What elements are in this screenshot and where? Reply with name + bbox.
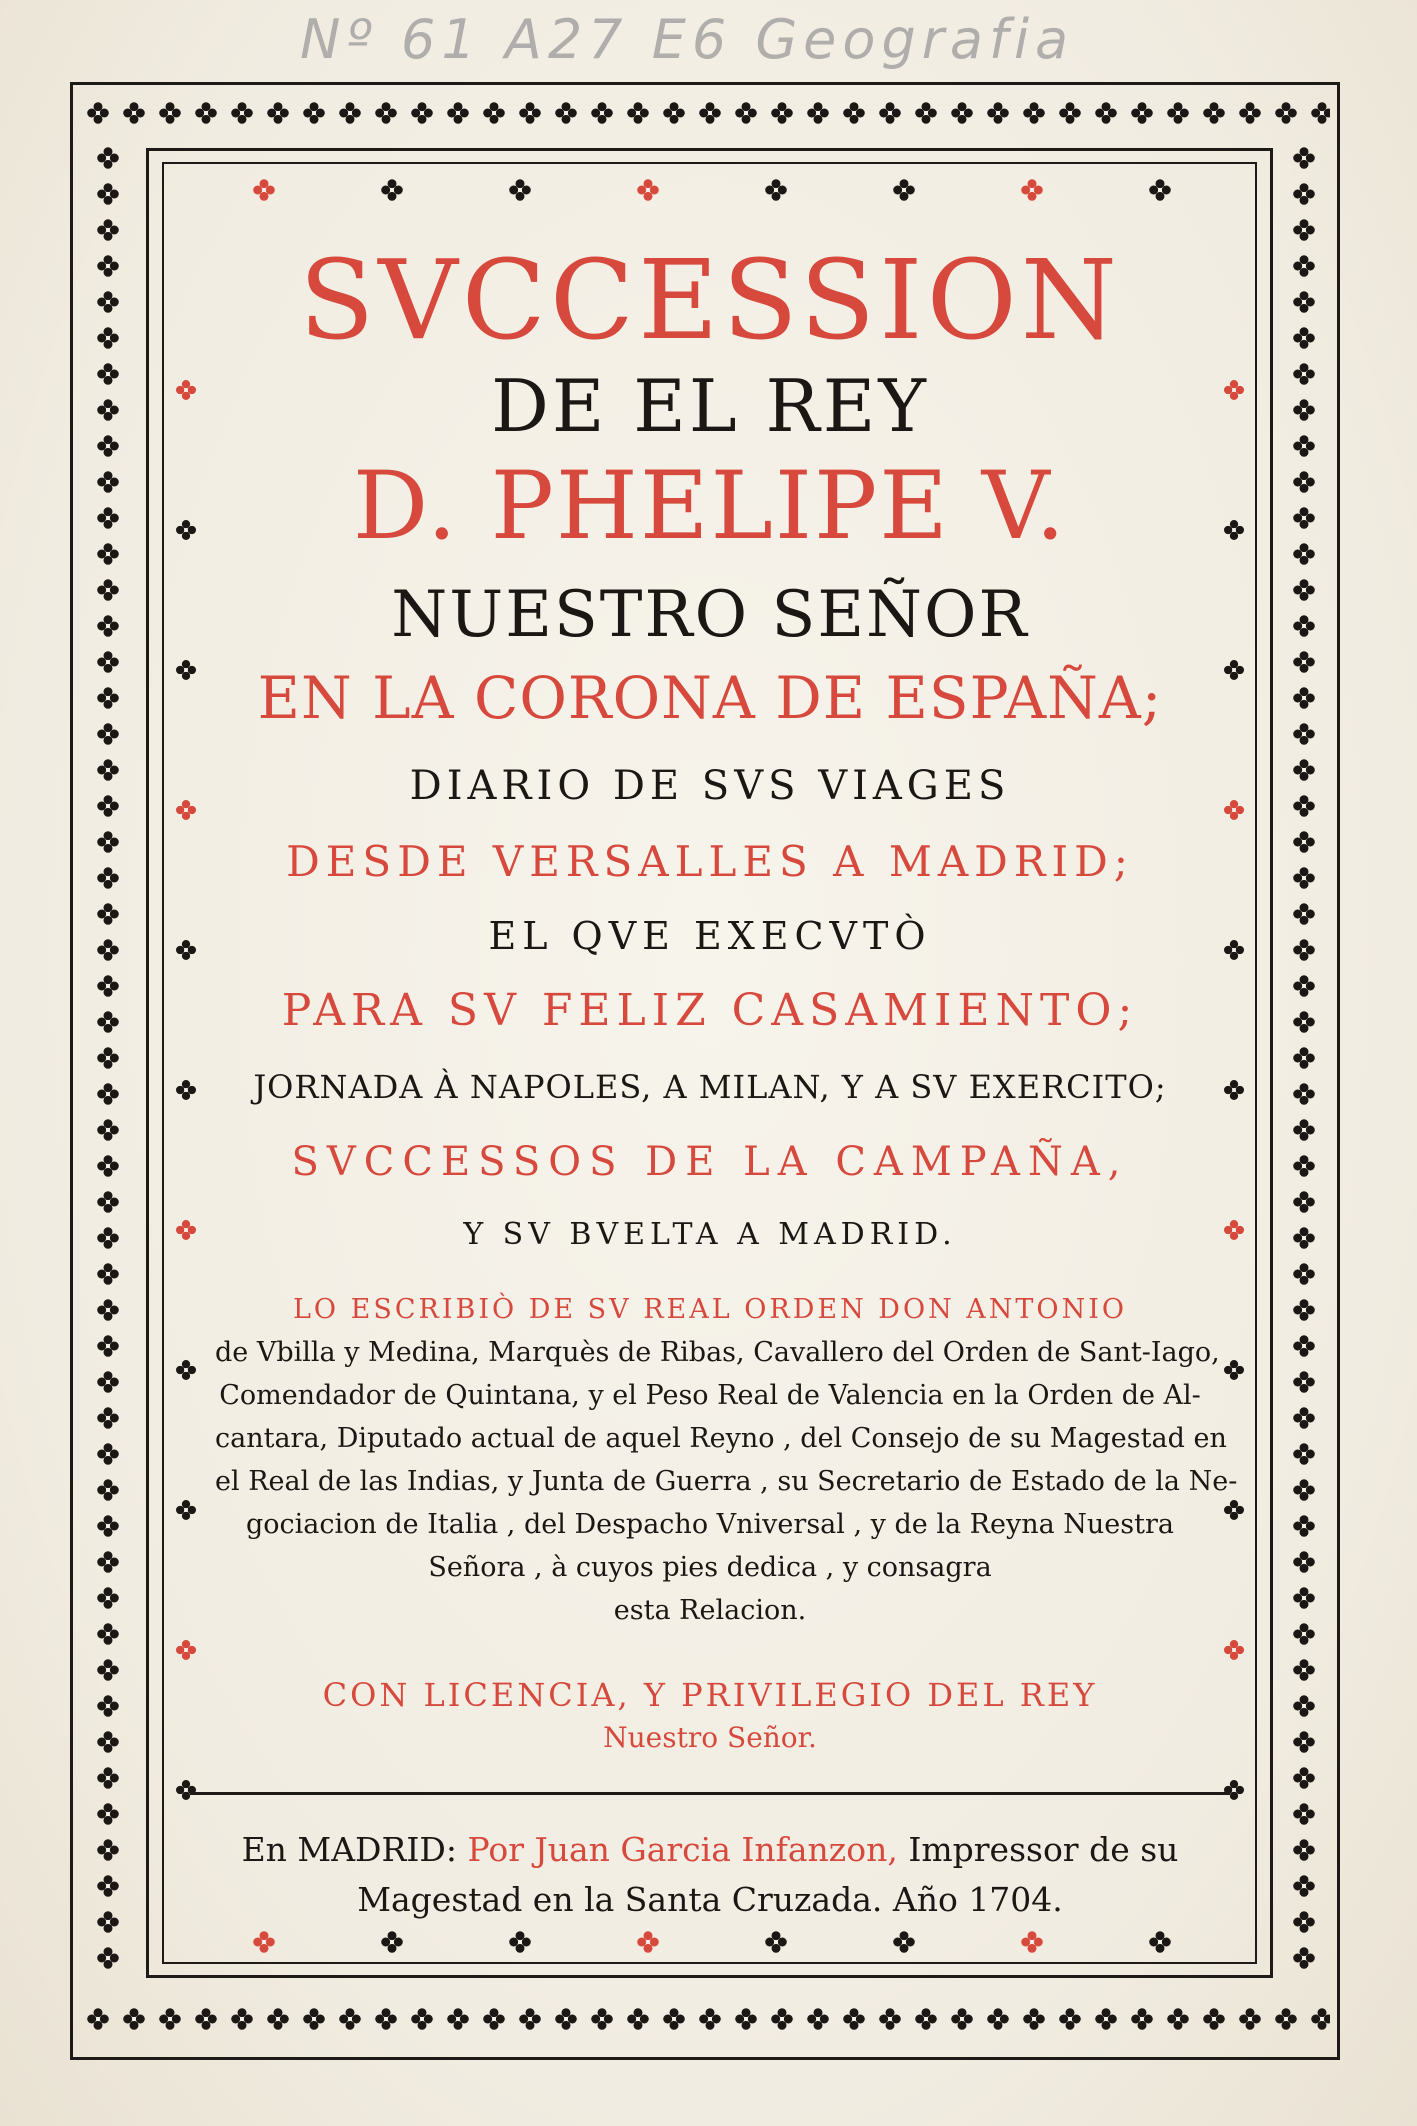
fleuron-ornament <box>97 1083 119 1105</box>
fleuron-ornament <box>1293 1587 1315 1609</box>
fleuron-ornament <box>97 939 119 961</box>
imprint-date-line: Magestad en la Santa Cruzada. Año 1704. <box>357 1880 1063 1919</box>
fleuron-ornament <box>1095 102 1117 124</box>
author-lead: LO ESCRIBIÒ DE SV REAL ORDEN DON ANTONIO <box>292 1294 1127 1325</box>
fleuron-ornament <box>637 1931 659 1953</box>
fleuron-ornament <box>97 867 119 889</box>
fleuron-ornament <box>97 183 119 205</box>
fleuron-ornament <box>123 102 145 124</box>
fleuron-ornament <box>1293 1659 1315 1681</box>
fleuron-ornament <box>1293 435 1315 457</box>
author-text-line: de Vbilla y Medina, Marquès de Ribas, Cavallero del Orden de Sant-Iago, <box>215 1337 1220 1368</box>
fleuron-ornament <box>1149 179 1171 201</box>
fleuron-ornament <box>951 102 973 124</box>
fleuron-ornament <box>267 102 289 124</box>
fleuron-ornament <box>843 102 865 124</box>
fleuron-ornament <box>411 2008 433 2030</box>
fleuron-ornament <box>381 1931 403 1953</box>
fleuron-ornament <box>97 687 119 709</box>
fleuron-ornament <box>97 831 119 853</box>
fleuron-ornament <box>97 1767 119 1789</box>
fleuron-ornament <box>1203 2008 1225 2030</box>
fleuron-ornament <box>97 1947 119 1969</box>
fleuron-ornament <box>1239 102 1261 124</box>
fleuron-ornament <box>1293 1767 1315 1789</box>
author-text-line: cantara, Diputado actual de aquel Reyno , del Consejo de su Magestad en <box>215 1423 1227 1454</box>
title-page-content <box>190 210 1238 1925</box>
fleuron-ornament <box>1293 1695 1315 1717</box>
fleuron-ornament <box>555 102 577 124</box>
fleuron-ornament <box>253 179 275 201</box>
fleuron-ornament <box>663 102 685 124</box>
fleuron-ornament <box>509 1931 531 1953</box>
ornament-band-bottom <box>80 1994 1330 2044</box>
fleuron-ornament <box>1293 1047 1315 1069</box>
handwritten-note: Nº 61 A27 E6 Geografia <box>300 8 1075 71</box>
fleuron-ornament <box>97 1731 119 1753</box>
fleuron-ornament <box>1203 102 1225 124</box>
fleuron-ornament <box>1293 939 1315 961</box>
fleuron-ornament <box>1293 1371 1315 1393</box>
fleuron-ornament <box>97 975 119 997</box>
fleuron-ornament <box>987 102 1009 124</box>
fleuron-ornament <box>1059 2008 1081 2030</box>
fleuron-ornament <box>1275 2008 1297 2030</box>
fleuron-ornament <box>195 102 217 124</box>
fleuron-ornament <box>1293 687 1315 709</box>
fleuron-ornament <box>663 2008 685 2030</box>
fleuron-ornament <box>915 102 937 124</box>
fleuron-ornament <box>97 1407 119 1429</box>
fleuron-ornament <box>893 1931 915 1953</box>
fleuron-ornament <box>807 2008 829 2030</box>
fleuron-ornament <box>735 2008 757 2030</box>
license-line: CON LICENCIA, Y PRIVILEGIO DEL REY <box>322 1676 1098 1714</box>
fleuron-ornament <box>1293 1731 1315 1753</box>
imprint-role: Impressor de su <box>908 1830 1179 1869</box>
fleuron-ornament <box>97 291 119 313</box>
fleuron-ornament <box>765 1931 787 1953</box>
fleuron-ornament <box>159 102 181 124</box>
fleuron-ornament <box>1059 102 1081 124</box>
fleuron-ornament <box>1275 102 1297 124</box>
fleuron-ornament <box>97 327 119 349</box>
fleuron-ornament <box>339 102 361 124</box>
fleuron-ornament <box>253 1931 275 1953</box>
fleuron-ornament <box>1293 183 1315 205</box>
author-text-line: el Real de las Indias, y Junta de Guerra , su Secretario de Estado de la Ne- <box>215 1466 1238 1497</box>
fleuron-ornament <box>97 1119 119 1141</box>
fleuron-ornament <box>97 1191 119 1213</box>
fleuron-ornament <box>123 2008 145 2030</box>
fleuron-ornament <box>591 102 613 124</box>
fleuron-ornament <box>1311 2008 1330 2030</box>
fleuron-ornament <box>1293 363 1315 385</box>
fleuron-ornament <box>97 651 119 673</box>
fleuron-ornament <box>1293 1947 1315 1969</box>
fleuron-ornament <box>771 102 793 124</box>
fleuron-ornament <box>1167 102 1189 124</box>
title-line-casamiento: PARA SV FELIZ CASAMIENTO; <box>281 985 1139 1036</box>
fleuron-ornament <box>483 102 505 124</box>
fleuron-ornament <box>1293 1443 1315 1465</box>
fleuron-ornament <box>735 102 757 124</box>
fleuron-ornament <box>411 102 433 124</box>
fleuron-ornament <box>231 102 253 124</box>
ornament-row-inner-top <box>200 170 1220 210</box>
fleuron-ornament <box>1293 723 1315 745</box>
fleuron-ornament <box>843 2008 865 2030</box>
fleuron-ornament <box>1293 507 1315 529</box>
fleuron-ornament <box>97 507 119 529</box>
fleuron-ornament <box>97 1551 119 1573</box>
fleuron-ornament <box>97 1155 119 1177</box>
fleuron-ornament <box>87 102 109 124</box>
fleuron-ornament <box>591 2008 613 2030</box>
fleuron-ornament <box>1293 1119 1315 1141</box>
fleuron-ornament <box>97 1659 119 1681</box>
fleuron-ornament <box>1293 291 1315 313</box>
imprint-printer: Por Juan Garcia Infanzon, <box>467 1830 898 1869</box>
fleuron-ornament <box>1095 2008 1117 2030</box>
title-line-nuestro-senor: NUESTRO SEÑOR <box>391 578 1029 652</box>
fleuron-ornament <box>267 2008 289 2030</box>
ornament-row-inner-bottom <box>200 1922 1220 1962</box>
fleuron-ornament <box>1293 1335 1315 1357</box>
author-text-line: Señora , à cuyos pies dedica , y consagra <box>428 1552 992 1583</box>
fleuron-ornament <box>97 1911 119 1933</box>
fleuron-ornament <box>97 1515 119 1537</box>
fleuron-ornament <box>1293 1875 1315 1897</box>
fleuron-ornament <box>97 1587 119 1609</box>
fleuron-ornament <box>637 179 659 201</box>
fleuron-ornament <box>97 1695 119 1717</box>
fleuron-ornament <box>97 399 119 421</box>
fleuron-ornament <box>699 2008 721 2030</box>
fleuron-ornament <box>97 219 119 241</box>
fleuron-ornament <box>97 615 119 637</box>
author-text-line: Comendador de Quintana, y el Peso Real de Valencia en la Orden de Al- <box>219 1380 1201 1411</box>
fleuron-ornament <box>1293 1083 1315 1105</box>
fleuron-ornament <box>807 102 829 124</box>
fleuron-ornament <box>97 1443 119 1465</box>
fleuron-ornament <box>1311 102 1330 124</box>
fleuron-ornament <box>231 2008 253 2030</box>
fleuron-ornament <box>1293 651 1315 673</box>
fleuron-ornament <box>951 2008 973 2030</box>
fleuron-ornament <box>1293 831 1315 853</box>
fleuron-ornament <box>97 1623 119 1645</box>
fleuron-ornament <box>447 2008 469 2030</box>
fleuron-ornament <box>339 2008 361 2030</box>
fleuron-ornament <box>375 102 397 124</box>
fleuron-ornament <box>447 102 469 124</box>
fleuron-ornament <box>1293 795 1315 817</box>
fleuron-ornament <box>303 2008 325 2030</box>
title-line-successos: SVCCESSOS DE LA CAMPAÑA, <box>291 1139 1129 1185</box>
fleuron-ornament <box>627 102 649 124</box>
fleuron-ornament <box>97 1479 119 1501</box>
fleuron-ornament <box>1293 1263 1315 1285</box>
fleuron-ornament <box>915 2008 937 2030</box>
fleuron-ornament <box>1023 2008 1045 2030</box>
fleuron-ornament <box>1293 471 1315 493</box>
fleuron-ornament <box>1293 1551 1315 1573</box>
fleuron-ornament <box>303 102 325 124</box>
imprint <box>190 1825 1230 1925</box>
fleuron-ornament <box>97 1839 119 1861</box>
title-line-phelipe: D. PHELIPE V. <box>352 452 1068 561</box>
fleuron-ornament <box>1131 2008 1153 2030</box>
fleuron-ornament <box>1293 147 1315 169</box>
fleuron-ornament <box>627 2008 649 2030</box>
license-subline: Nuestro Señor. <box>603 1721 817 1754</box>
fleuron-ornament <box>1149 1931 1171 1953</box>
fleuron-ornament <box>1293 579 1315 601</box>
fleuron-ornament <box>1293 759 1315 781</box>
fleuron-ornament <box>97 1227 119 1249</box>
fleuron-ornament <box>195 2008 217 2030</box>
fleuron-ornament <box>97 147 119 169</box>
fleuron-ornament <box>1021 1931 1043 1953</box>
fleuron-ornament <box>1293 1191 1315 1213</box>
fleuron-ornament <box>519 102 541 124</box>
fleuron-ornament <box>1293 399 1315 421</box>
imprint-rule <box>190 1792 1230 1795</box>
author-text-line: esta Relacion. <box>613 1595 807 1626</box>
fleuron-ornament <box>97 1803 119 1825</box>
fleuron-ornament <box>97 255 119 277</box>
title-line-succession: SVCCESSION <box>298 236 1122 364</box>
fleuron-ornament <box>97 543 119 565</box>
fleuron-ornament <box>1293 615 1315 637</box>
fleuron-ornament <box>97 363 119 385</box>
fleuron-ornament <box>97 579 119 601</box>
title-line-corona: EN LA CORONA DE ESPAÑA; <box>257 664 1163 732</box>
fleuron-ornament <box>97 723 119 745</box>
fleuron-ornament <box>1131 102 1153 124</box>
fleuron-ornament <box>87 2008 109 2030</box>
fleuron-ornament <box>97 1335 119 1357</box>
fleuron-ornament <box>1293 867 1315 889</box>
fleuron-ornament <box>381 179 403 201</box>
fleuron-ornament <box>1167 2008 1189 2030</box>
fleuron-ornament <box>1293 1515 1315 1537</box>
title-line-diario: DIARIO DE SVS VIAGES <box>409 763 1011 809</box>
fleuron-ornament <box>1293 1227 1315 1249</box>
fleuron-ornament <box>97 435 119 457</box>
fleuron-ornament <box>97 471 119 493</box>
fleuron-ornament <box>987 2008 1009 2030</box>
author-paragraph <box>215 1288 1238 1632</box>
fleuron-ornament <box>97 903 119 925</box>
author-text-line: gociacion de Italia , del Despacho Vniversal , y de la Reyna Nuestra <box>246 1509 1174 1540</box>
fleuron-ornament <box>1293 255 1315 277</box>
fleuron-ornament <box>97 759 119 781</box>
title-line-buelta: Y SV BVELTA A MADRID. <box>463 1217 957 1252</box>
fleuron-ornament <box>483 2008 505 2030</box>
fleuron-ornament <box>555 2008 577 2030</box>
fleuron-ornament <box>1293 975 1315 997</box>
ornament-band-left <box>80 140 136 1990</box>
fleuron-ornament <box>1293 327 1315 349</box>
fleuron-ornament <box>1293 1407 1315 1429</box>
fleuron-ornament <box>879 102 901 124</box>
ornament-band-right <box>1276 140 1332 1990</box>
fleuron-ornament <box>1293 1299 1315 1321</box>
fleuron-ornament <box>97 1263 119 1285</box>
ornament-band-top <box>80 88 1330 138</box>
fleuron-ornament <box>1293 903 1315 925</box>
title-line-versalles: DESDE VERSALLES A MADRID; <box>286 837 1134 886</box>
fleuron-ornament <box>159 2008 181 2030</box>
fleuron-ornament <box>1023 102 1045 124</box>
fleuron-ornament <box>97 1299 119 1321</box>
fleuron-ornament <box>519 2008 541 2030</box>
fleuron-ornament <box>765 179 787 201</box>
fleuron-ornament <box>1293 219 1315 241</box>
fleuron-ornament <box>1293 1155 1315 1177</box>
fleuron-ornament <box>1293 1839 1315 1861</box>
imprint-place: En MADRID: <box>241 1830 457 1869</box>
fleuron-ornament <box>1293 1479 1315 1501</box>
fleuron-ornament <box>1293 1911 1315 1933</box>
fleuron-ornament <box>879 2008 901 2030</box>
fleuron-ornament <box>97 1875 119 1897</box>
fleuron-ornament <box>771 2008 793 2030</box>
fleuron-ornament <box>1293 1011 1315 1033</box>
fleuron-ornament <box>97 1011 119 1033</box>
fleuron-ornament <box>1293 1803 1315 1825</box>
fleuron-ornament <box>97 1047 119 1069</box>
fleuron-ornament <box>699 102 721 124</box>
fleuron-ornament <box>97 795 119 817</box>
title-line-executo: EL QVE EXECVTÒ <box>488 914 932 958</box>
fleuron-ornament <box>1293 543 1315 565</box>
fleuron-ornament <box>1021 179 1043 201</box>
title-line-jornada: JORNADA À NAPOLES, A MILAN, Y A SV EXERCITO; <box>253 1068 1167 1106</box>
fleuron-ornament <box>893 179 915 201</box>
fleuron-ornament <box>509 179 531 201</box>
fleuron-ornament <box>1239 2008 1261 2030</box>
title-line-de-el-rey: DE EL REY <box>491 364 929 448</box>
fleuron-ornament <box>1293 1623 1315 1645</box>
fleuron-ornament <box>375 2008 397 2030</box>
fleuron-ornament <box>97 1371 119 1393</box>
